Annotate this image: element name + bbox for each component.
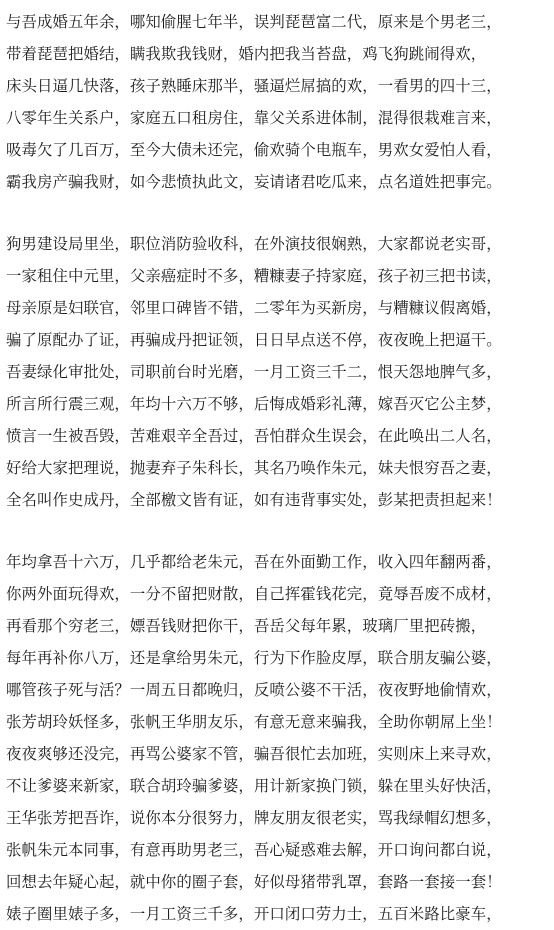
- text-line: 骗了原配办了证，再骗成丹把证领，日日早点送不停，夜夜晚上把逼干。: [6, 331, 502, 349]
- stanza-1: [6, 6, 548, 198]
- text-line: 全名叫作史成丹，全部檄文皆有证，如有违背事实处，彭某把责担起来！: [6, 491, 502, 509]
- text-line: 愤言一生被吾毁，苦难艰辛全吾过，吾怕群众生误会，在此唤出二人名，: [6, 427, 502, 445]
- text-line: 婊子圈里婊子多，一月工资三千多，开口闭口劳力士，五百米路比豪车，: [6, 905, 502, 923]
- text-line: 一家租住中元里，父亲癌症时不多，糟糠妻子持家庭，孩子初三把书读，: [6, 267, 502, 285]
- text-line: 狗男建设局里坐，职位消防验收科，在外演技很娴熟，大家都说老实哥，: [6, 235, 502, 253]
- text-line: 所言所行震三观，年均十六万不够，后悔成婚彩礼薄，嫁吾灭它公主梦，: [6, 395, 502, 413]
- text-line: 好给大家把理说，抛妻弃子朱科长，其名乃唤作朱元，妹夫恨穷吾之妻，: [6, 459, 502, 477]
- text-line: 床头日逼几快落，孩子熟睡床那半，骚逼烂屌搞的欢，一看男的四十三，: [6, 77, 502, 95]
- stanza-2: [6, 228, 548, 516]
- text-line: 每年再补你八万，还是拿给男朱元，行为下作脸皮厚，联合朋友骗公婆，: [6, 649, 502, 667]
- text-line: 再看那个穷老三，嫖吾钱财把你干，吾岳父每年累，玻璃厂里把砖搬，: [6, 617, 487, 635]
- text-line: 八零年生关系户，家庭五口租房住，靠父关系进体制，混得很栽难言来，: [6, 109, 502, 127]
- stanza-3: [6, 546, 548, 930]
- text-line: 哪管孩子死与活？一周五日都晚归，反喷公婆不干活，夜夜野地偷情欢，: [6, 681, 502, 699]
- text-line: 霸我房产骗我财，如今悲愤执此文，妄请诸君吃瓜来，点名道姓把事完。: [6, 173, 502, 191]
- text-line: 吾妻绿化审批处，司职前台时光磨，一月工资三千二，恨天怨地脾气多，: [6, 363, 502, 381]
- text-line: 吸毒欠了几百万，至今大债未还完，偷欢骑个电瓶车，男欢女爱怕人看，: [6, 141, 502, 159]
- text-line: 回想去年疑心起，就中你的圈子套，好似母猪带乳罩，套路一套接一套！: [6, 873, 502, 891]
- text-line: 带着琵琶把婚结，瞒我欺我钱财，婚内把我当苔盘，鸡飞狗跳闹得欢，: [6, 45, 487, 63]
- text-line: 母亲原是妇联官，邻里口碑皆不错，二零年为买新房，与糟糠议假离婚，: [6, 299, 502, 317]
- text-line: 王华张芳把吾诈，说你本分很努力，牌友朋友很老实，骂我绿帽幻想多，: [6, 809, 502, 827]
- text-line: 张芳胡玲妖怪多，张帆王华朋友乐，有意无意来骗我，全助你朝屌上坐！: [6, 713, 502, 731]
- text-line: 夜夜爽够还没完，再骂公婆家不管，骗吾很忙去加班，实则床上来寻欢，: [6, 745, 502, 763]
- text-line: 你两外面玩得欢，一分不留把财散，自己挥霍钱花完，竟辱吾废不成材，: [6, 585, 502, 603]
- text-line: 不让爹婆来新家，联合胡玲骗爹婆，用计新家换门锁，躲在里头好快活，: [6, 777, 502, 795]
- text-line: 张帆朱元本同事，有意再助男老三，吾心疑惑难去解，开口询问都白说，: [6, 841, 502, 859]
- text-line: 与吾成婚五年余，哪知偷腥七年半，误判琵琶富二代，原来是个男老三，: [6, 13, 502, 31]
- text-line: 年均拿吾十六万，几乎都给老朱元，吾在外面勤工作，收入四年翻两番，: [6, 553, 502, 571]
